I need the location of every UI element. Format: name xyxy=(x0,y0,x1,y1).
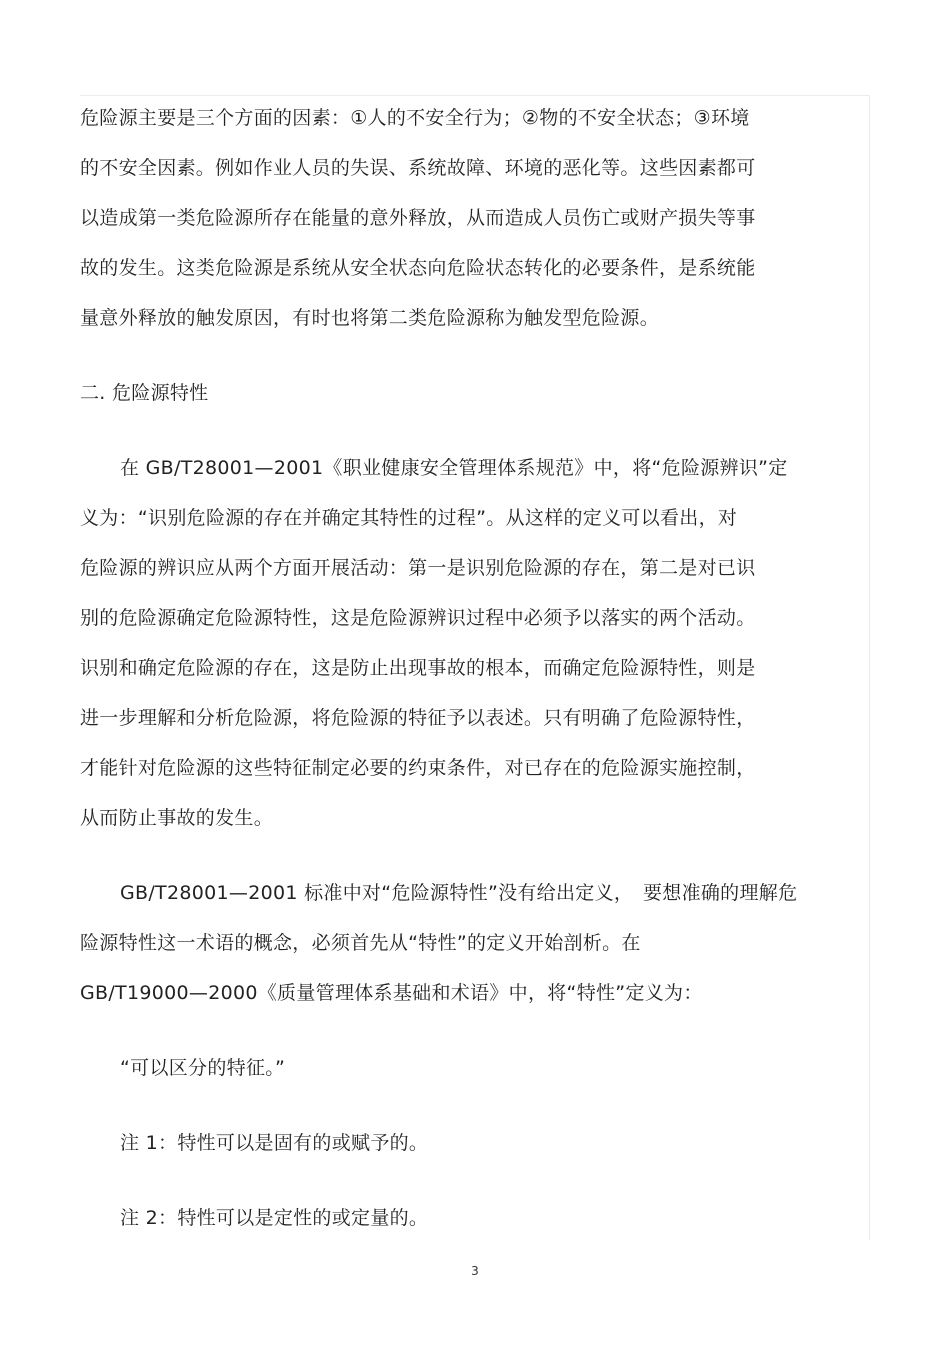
paragraph-2-line-1: 在 GB/T28001—2001《职业健康安全管理体系规范》中，将“危险源辨识”定 xyxy=(120,457,788,479)
paragraph-1-line-3: 以造成第一类危险源所存在能量的意外释放，从而造成人员伤亡或财产损失等事 xyxy=(80,207,756,229)
note-2: 注 2：特性可以是定性的或定量的。 xyxy=(120,1207,429,1229)
paragraph-1-line-5: 量意外释放的触发原因，有时也将第二类危险源称为触发型危险源。 xyxy=(80,307,660,329)
paragraph-1-line-2: 的不安全因素。例如作业人员的失误、系统故障、环境的恶化等。这些因素都可 xyxy=(80,157,756,179)
paragraph-1-line-1: 危险源主要是三个方面的因素：①人的不安全行为；②物的不安全状态；③环境 xyxy=(80,107,750,129)
paragraph-2-line-2: 义为：“识别危险源的存在并确定其特性的过程”。从这样的定义可以看出，对 xyxy=(80,507,738,529)
paragraph-2-line-5: 识别和确定危险源的存在，这是防止出现事故的根本，而确定危险源特性，则是 xyxy=(80,657,756,679)
paragraph-2-line-8: 从而防止事故的发生。 xyxy=(80,807,274,829)
paragraph-1-line-4: 故的发生。这类危险源是系统从安全状态向危险状态转化的必要条件，是系统能 xyxy=(80,257,756,279)
paragraph-2-line-3: 危险源的辨识应从两个方面开展活动：第一是识别危险源的存在，第二是对已识 xyxy=(80,557,756,579)
definition-quote: “可以区分的特征。” xyxy=(120,1057,286,1079)
section-heading: 二. 危险源特性 xyxy=(80,382,209,404)
paragraph-3-line-3: GB/T19000—2000《质量管理体系基础和术语》中，将“特性”定义为： xyxy=(80,982,703,1004)
paragraph-3-line-1: GB/T28001—2001 标准中对“危险源特性”没有给出定义， 要想准确的理解危 xyxy=(120,882,798,904)
note-1: 注 1：特性可以是固有的或赋予的。 xyxy=(120,1132,429,1154)
paragraph-3-line-2: 险源特性这一术语的概念，必须首先从“特性”的定义开始剖析。在 xyxy=(80,932,641,954)
page-number: 3 xyxy=(471,1264,479,1278)
paragraph-2-line-4: 别的危险源确定危险源特性，这是危险源辨识过程中必须予以落实的两个活动。 xyxy=(80,607,756,629)
paragraph-2-line-6: 进一步理解和分析危险源，将危险源的特征予以表述。只有明确了危险源特性， xyxy=(80,707,756,729)
paragraph-2-line-7: 才能针对危险源的这些特征制定必要的约束条件，对已存在的危险源实施控制， xyxy=(80,757,756,779)
